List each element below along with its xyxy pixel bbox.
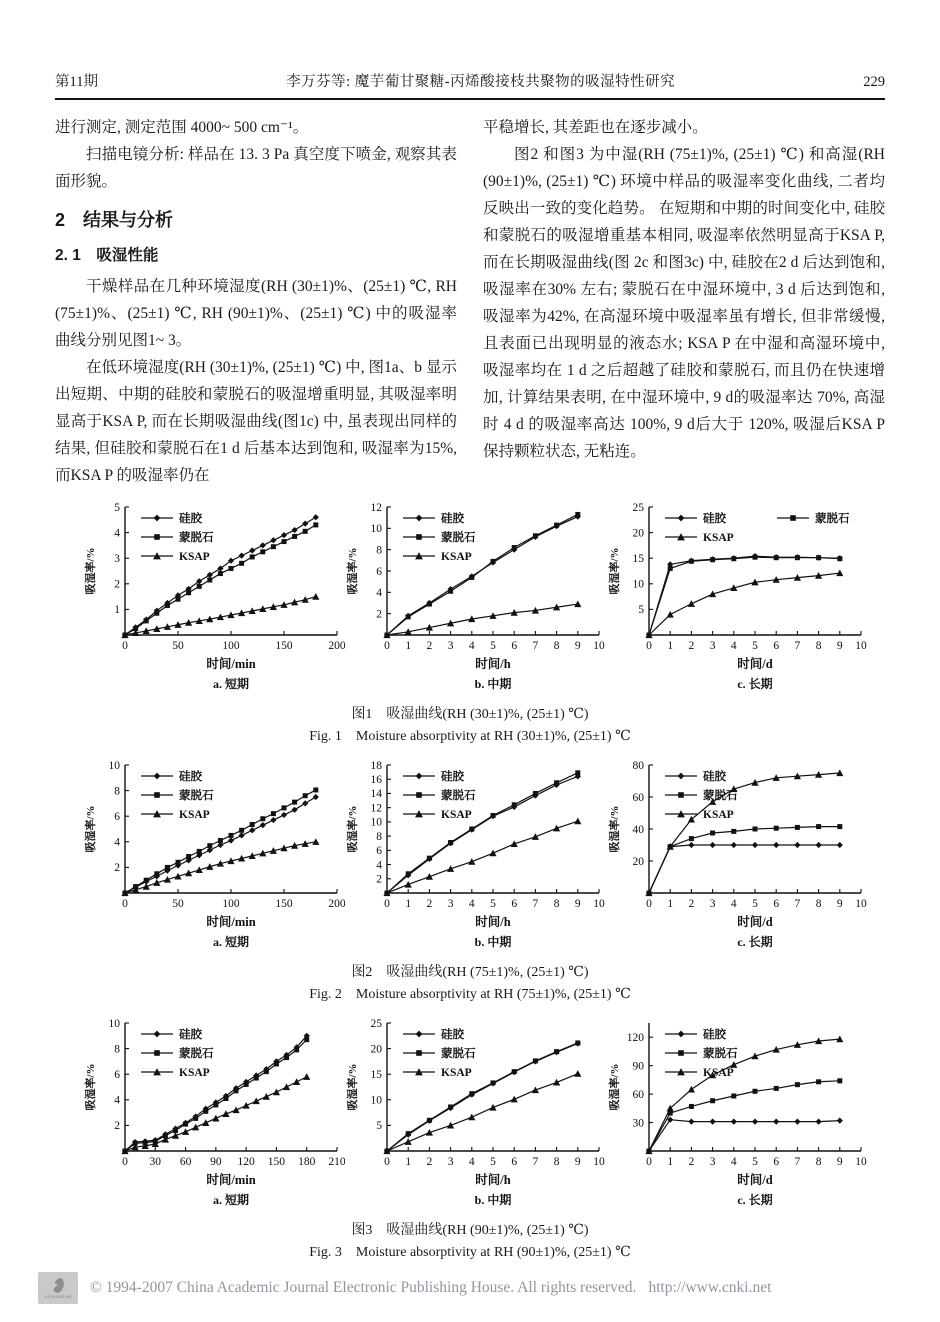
svg-text:10: 10	[370, 816, 382, 829]
svg-text:KSAP: KSAP	[703, 809, 734, 822]
svg-text:蒙脱石: 蒙脱石	[441, 532, 476, 545]
svg-text:9: 9	[836, 640, 843, 652]
svg-text:3: 3	[447, 1156, 454, 1168]
svg-text:a. 短期: a. 短期	[212, 1193, 250, 1207]
svg-text:蒙脱石: 蒙脱石	[441, 790, 476, 803]
svg-text:1: 1	[405, 898, 412, 910]
svg-text:5: 5	[752, 1156, 758, 1168]
svg-text:4: 4	[114, 1094, 120, 1107]
svg-text:2: 2	[114, 1120, 120, 1133]
svg-text:硅胶: 硅胶	[441, 1029, 464, 1042]
svg-text:4: 4	[468, 1156, 475, 1168]
svg-text:1: 1	[114, 604, 120, 617]
svg-text:5: 5	[490, 1156, 496, 1168]
svg-text:0: 0	[646, 640, 652, 652]
svg-text:0: 0	[122, 1156, 128, 1168]
figure-2-caption-cn: 图2 吸湿曲线(RH (75±1)%, (25±1) ℃)	[351, 965, 589, 980]
svg-text:a. 短期: a. 短期	[212, 935, 250, 949]
svg-text:210: 210	[328, 1156, 345, 1168]
svg-text:4: 4	[376, 587, 382, 600]
svg-text:3: 3	[447, 640, 454, 652]
figure-3-caption-cn: 图3 吸湿曲线(RH (90±1)%, (25±1) ℃)	[351, 1223, 589, 1238]
svg-text:时间/min: 时间/min	[206, 915, 256, 929]
svg-text:6: 6	[773, 1156, 780, 1168]
svg-text:180: 180	[298, 1156, 316, 1168]
svg-text:20: 20	[632, 855, 644, 868]
svg-text:9: 9	[574, 1156, 581, 1168]
svg-text:8: 8	[114, 785, 120, 798]
svg-text:12: 12	[370, 802, 382, 815]
svg-text:5: 5	[376, 1120, 382, 1133]
svg-text:6: 6	[376, 845, 382, 858]
paragraph: 进行测定, 测定范围 4000~ 500 cm⁻¹。	[55, 119, 309, 136]
svg-text:20: 20	[370, 1043, 382, 1056]
chart-fig2c-long-term	[607, 757, 869, 953]
svg-text:60: 60	[632, 791, 644, 804]
svg-text:5: 5	[114, 501, 120, 514]
svg-text:时间/d: 时间/d	[737, 1173, 773, 1187]
footer-url: http://www.cnki.net	[648, 1279, 772, 1296]
svg-text:KSAP: KSAP	[703, 532, 734, 545]
svg-text:2: 2	[688, 1156, 695, 1168]
svg-text:120: 120	[626, 1032, 644, 1045]
svg-text:2: 2	[376, 873, 382, 886]
svg-text:蒙脱石: 蒙脱石	[179, 790, 214, 803]
svg-text:时间/h: 时间/h	[475, 1173, 511, 1187]
svg-text:8: 8	[376, 544, 382, 557]
chart-fig3a-short-term	[83, 1015, 345, 1211]
svg-text:KSAP: KSAP	[179, 551, 210, 564]
svg-text:60: 60	[632, 1088, 644, 1101]
svg-text:b. 中期: b. 中期	[474, 677, 512, 691]
svg-text:120: 120	[237, 1156, 255, 1168]
svg-text:50: 50	[172, 640, 184, 652]
svg-text:15: 15	[370, 1069, 382, 1081]
svg-text:1: 1	[405, 640, 412, 652]
svg-text:150: 150	[275, 898, 293, 910]
svg-text:7: 7	[794, 1156, 801, 1168]
chart-fig1c-long-term	[607, 499, 869, 695]
svg-text:硅胶: 硅胶	[179, 771, 202, 784]
svg-text:2: 2	[688, 898, 695, 910]
cnki-swirl-icon	[47, 1277, 69, 1295]
svg-text:b. 中期: b. 中期	[474, 1193, 512, 1207]
svg-text:2: 2	[426, 640, 433, 652]
svg-text:c. 长期: c. 长期	[737, 935, 773, 949]
svg-text:4: 4	[376, 859, 382, 872]
svg-text:硅胶: 硅胶	[703, 771, 726, 784]
svg-text:6: 6	[114, 1069, 120, 1081]
svg-text:0: 0	[646, 898, 652, 910]
svg-text:0: 0	[122, 898, 128, 910]
svg-text:6: 6	[114, 811, 120, 823]
svg-text:硅胶: 硅胶	[703, 1029, 726, 1042]
issue-number: 第11期	[55, 74, 98, 90]
svg-text:8: 8	[553, 1156, 560, 1168]
svg-text:3: 3	[709, 640, 716, 652]
svg-text:c. 长期: c. 长期	[737, 677, 773, 691]
svg-text:蒙脱石: 蒙脱石	[703, 790, 738, 803]
svg-text:12: 12	[370, 501, 382, 514]
figure-3-caption-en: Fig. 3 Moisture absorptivity at RH (90±1)%, (25±1) ℃	[309, 1245, 631, 1260]
subsection-heading: 2. 1 吸湿性能	[55, 247, 159, 264]
svg-text:KSAP: KSAP	[441, 1067, 472, 1080]
svg-text:5: 5	[490, 898, 496, 910]
svg-text:4: 4	[114, 527, 120, 540]
chart-fig3b-mid-term	[345, 1015, 607, 1211]
svg-text:4: 4	[730, 640, 737, 652]
svg-text:150: 150	[275, 640, 293, 652]
svg-text:7: 7	[532, 1156, 539, 1168]
svg-text:吸湿率/%: 吸湿率/%	[609, 1063, 621, 1111]
svg-text:0: 0	[384, 640, 390, 652]
svg-text:8: 8	[553, 898, 560, 910]
svg-text:7: 7	[532, 640, 539, 652]
svg-text:10: 10	[370, 1094, 382, 1107]
svg-text:吸湿率/%: 吸湿率/%	[347, 805, 359, 853]
svg-text:蒙脱石: 蒙脱石	[703, 1048, 738, 1061]
svg-text:8: 8	[553, 640, 560, 652]
cnki-logo-text: www.cnki.net	[44, 1294, 72, 1300]
svg-text:硅胶: 硅胶	[703, 513, 726, 526]
svg-text:1: 1	[667, 640, 674, 652]
svg-text:2: 2	[688, 640, 695, 652]
chart-fig3c-long-term	[607, 1015, 869, 1211]
svg-text:25: 25	[370, 1017, 382, 1030]
svg-text:10: 10	[855, 640, 867, 652]
svg-text:25: 25	[632, 501, 644, 514]
right-column	[483, 114, 885, 489]
svg-text:8: 8	[815, 898, 822, 910]
svg-text:硅胶: 硅胶	[441, 771, 464, 784]
svg-text:0: 0	[646, 1156, 652, 1168]
journal-header	[55, 70, 885, 100]
svg-text:3: 3	[709, 1156, 716, 1168]
svg-text:蒙脱石: 蒙脱石	[815, 513, 850, 526]
svg-text:2: 2	[114, 578, 120, 591]
paragraph: 图2 和图3 为中湿(RH (75±1)%, (25±1) ℃) 和高湿(RH (90±1)%, (25±1) ℃) 环境中样品的吸湿率变化曲线, 二者均反映出一致的变化趋势。 在短期和中期的时间变化中, 硅胶和蒙脱石的吸湿增重基本相同, 吸湿率依然明显高于KSA P, 而在长期吸湿曲线(图 2c 和图3c) 中, 硅胶在2 d 后达到饱和, 吸湿率在30% 左右; 蒙脱石在中湿环境中, 3 d 后达到饱和, 吸湿率为42%, 在高湿环境中吸湿率虽有增长, 但非常缓慢, 且表面已出现明显的液态水; KSA P 在中湿和高湿环境中, 吸湿率均在 1 d 之后超越了硅胶和蒙脱石, 而且仍在快速增加, 计算结果表明, 在中湿环境中, 9 d的吸湿率达 70%, 高湿时 4 d 的吸湿率高达 100%, 9 d后大于 120%, 吸湿后KSA P 保持颗粒状态, 无粘连。	[483, 146, 885, 460]
svg-text:9: 9	[836, 898, 843, 910]
figure-3-row	[55, 1015, 885, 1211]
svg-text:KSAP: KSAP	[441, 809, 472, 822]
cnki-logo	[38, 1272, 78, 1304]
svg-text:10: 10	[855, 898, 867, 910]
svg-text:时间/d: 时间/d	[737, 915, 773, 929]
svg-text:1: 1	[667, 898, 674, 910]
svg-text:8: 8	[114, 1043, 120, 1056]
svg-text:KSAP: KSAP	[703, 1067, 734, 1080]
svg-text:16: 16	[370, 774, 382, 787]
svg-text:a. 短期: a. 短期	[212, 677, 250, 691]
svg-text:吸湿率/%: 吸湿率/%	[609, 805, 621, 853]
svg-text:10: 10	[593, 1156, 605, 1168]
svg-text:90: 90	[632, 1060, 644, 1073]
figure-1-caption-en: Fig. 1 Moisture absorptivity at RH (30±1)%, (25±1) ℃	[309, 729, 631, 744]
page-number: 229	[863, 74, 885, 90]
svg-text:吸湿率/%: 吸湿率/%	[609, 547, 621, 595]
svg-text:吸湿率/%: 吸湿率/%	[85, 805, 97, 853]
svg-text:c. 长期: c. 长期	[737, 1193, 773, 1207]
svg-text:7: 7	[794, 640, 801, 652]
running-title: 李万芬等: 魔芋葡甘聚糖-丙烯酸接枝共聚物的吸湿特性研究	[286, 74, 676, 90]
left-column	[55, 114, 457, 489]
svg-text:30: 30	[632, 1117, 644, 1130]
svg-text:吸湿率/%: 吸湿率/%	[85, 1063, 97, 1111]
svg-text:100: 100	[222, 898, 240, 910]
figure-2-row	[55, 757, 885, 953]
svg-text:3: 3	[447, 898, 454, 910]
svg-text:硅胶: 硅胶	[179, 1029, 202, 1042]
svg-text:15: 15	[632, 553, 644, 565]
svg-text:90: 90	[210, 1156, 222, 1168]
svg-text:3: 3	[114, 553, 120, 565]
svg-text:8: 8	[815, 640, 822, 652]
paragraph: 在低环境湿度(RH (30±1)%, (25±1) ℃) 中, 图1a、b 显示出短期、中期的硅胶和蒙脱石的吸湿增重明显, 其吸湿率明显高于KSA P, 而在长期吸湿曲线(图1c) 中, 虽表现出同样的结果, 但硅胶和蒙脱石在1 d 后基本达到饱和, 吸湿率为15%, 而KSA P 的吸湿率仍在	[55, 359, 457, 484]
svg-text:60: 60	[179, 1156, 192, 1168]
figure-2-caption-en: Fig. 2 Moisture absorptivity at RH (75±1)%, (25±1) ℃	[309, 987, 631, 1002]
svg-text:10: 10	[108, 759, 120, 772]
svg-text:40: 40	[632, 823, 644, 836]
svg-text:7: 7	[532, 898, 539, 910]
svg-text:8: 8	[815, 1156, 822, 1168]
svg-text:5: 5	[638, 604, 644, 617]
svg-text:4: 4	[114, 836, 120, 849]
svg-text:7: 7	[794, 898, 801, 910]
svg-text:20: 20	[632, 527, 644, 540]
svg-text:150: 150	[267, 1156, 286, 1168]
svg-text:5: 5	[752, 640, 758, 652]
svg-text:KSAP: KSAP	[179, 809, 210, 822]
svg-text:时间/min: 时间/min	[206, 657, 256, 671]
svg-text:9: 9	[574, 898, 581, 910]
svg-text:6: 6	[773, 640, 780, 652]
section-heading: 2 结果与分析	[55, 210, 174, 230]
svg-text:9: 9	[836, 1156, 843, 1168]
svg-text:时间/min: 时间/min	[206, 1173, 256, 1187]
page-footer	[38, 1272, 885, 1304]
svg-text:50: 50	[172, 898, 184, 910]
svg-text:吸湿率/%: 吸湿率/%	[347, 547, 359, 595]
svg-text:2: 2	[114, 862, 120, 875]
svg-text:10: 10	[593, 898, 605, 910]
svg-text:5: 5	[490, 640, 496, 652]
figures-area	[55, 499, 885, 1261]
svg-text:2: 2	[426, 898, 433, 910]
two-column-body	[55, 114, 885, 489]
svg-text:6: 6	[511, 898, 518, 910]
svg-text:2: 2	[426, 1156, 433, 1168]
svg-text:时间/d: 时间/d	[737, 657, 773, 671]
svg-text:吸湿率/%: 吸湿率/%	[85, 547, 97, 595]
svg-text:KSAP: KSAP	[179, 1067, 210, 1080]
svg-text:200: 200	[328, 640, 345, 652]
svg-text:5: 5	[752, 898, 758, 910]
svg-text:10: 10	[593, 640, 605, 652]
svg-text:4: 4	[468, 640, 475, 652]
svg-text:硅胶: 硅胶	[441, 513, 464, 526]
svg-text:时间/h: 时间/h	[475, 915, 511, 929]
svg-text:蒙脱石: 蒙脱石	[179, 1048, 214, 1061]
svg-text:100: 100	[222, 640, 240, 652]
svg-text:18: 18	[370, 759, 382, 772]
svg-text:3: 3	[709, 898, 716, 910]
svg-text:4: 4	[730, 898, 737, 910]
paragraph: 干燥样品在几种环境湿度(RH (30±1)%、(25±1) ℃, RH (75±1)%、(25±1) ℃, RH (90±1)%、(25±1) ℃) 中的吸湿率曲线分别见图1~ 3。	[55, 278, 457, 349]
svg-text:10: 10	[370, 523, 382, 536]
svg-text:8: 8	[376, 830, 382, 843]
svg-text:吸湿率/%: 吸湿率/%	[347, 1063, 359, 1111]
svg-text:1: 1	[405, 1156, 412, 1168]
svg-text:6: 6	[511, 1156, 518, 1168]
svg-text:14: 14	[370, 788, 382, 801]
svg-text:0: 0	[384, 1156, 390, 1168]
svg-text:蒙脱石: 蒙脱石	[441, 1048, 476, 1061]
svg-text:KSAP: KSAP	[441, 551, 472, 564]
svg-text:0: 0	[384, 898, 390, 910]
svg-text:6: 6	[511, 640, 518, 652]
svg-text:30: 30	[149, 1156, 162, 1168]
paragraph: 平稳增长, 其差距也在逐步减小。	[483, 119, 708, 136]
paragraph: 扫描电镜分析: 样品在 13. 3 Pa 真空度下喷金, 观察其表面形貌。	[55, 146, 457, 190]
chart-fig1a-short-term	[83, 499, 345, 695]
svg-text:200: 200	[328, 898, 345, 910]
copyright-text: © 1994-2007 China Academic Journal Electronic Publishing House. All rights reserved.	[90, 1279, 637, 1296]
figure-1-row	[55, 499, 885, 695]
chart-fig2b-mid-term	[345, 757, 607, 953]
svg-text:4: 4	[730, 1156, 737, 1168]
figure-1-caption-cn: 图1 吸湿曲线(RH (30±1)%, (25±1) ℃)	[351, 707, 589, 722]
svg-text:6: 6	[376, 565, 382, 578]
svg-text:蒙脱石: 蒙脱石	[179, 532, 214, 545]
svg-text:硅胶: 硅胶	[179, 513, 202, 526]
svg-text:10: 10	[855, 1156, 867, 1168]
svg-text:b. 中期: b. 中期	[474, 935, 512, 949]
svg-text:10: 10	[632, 578, 644, 591]
chart-fig1b-mid-term	[345, 499, 607, 695]
svg-text:9: 9	[574, 640, 581, 652]
svg-text:2: 2	[376, 608, 382, 621]
chart-fig2a-short-term	[83, 757, 345, 953]
svg-text:0: 0	[122, 640, 128, 652]
svg-text:1: 1	[667, 1156, 674, 1168]
svg-text:时间/h: 时间/h	[475, 657, 511, 671]
svg-text:4: 4	[468, 898, 475, 910]
svg-text:10: 10	[108, 1017, 120, 1030]
svg-text:6: 6	[773, 898, 780, 910]
svg-text:80: 80	[632, 759, 644, 772]
